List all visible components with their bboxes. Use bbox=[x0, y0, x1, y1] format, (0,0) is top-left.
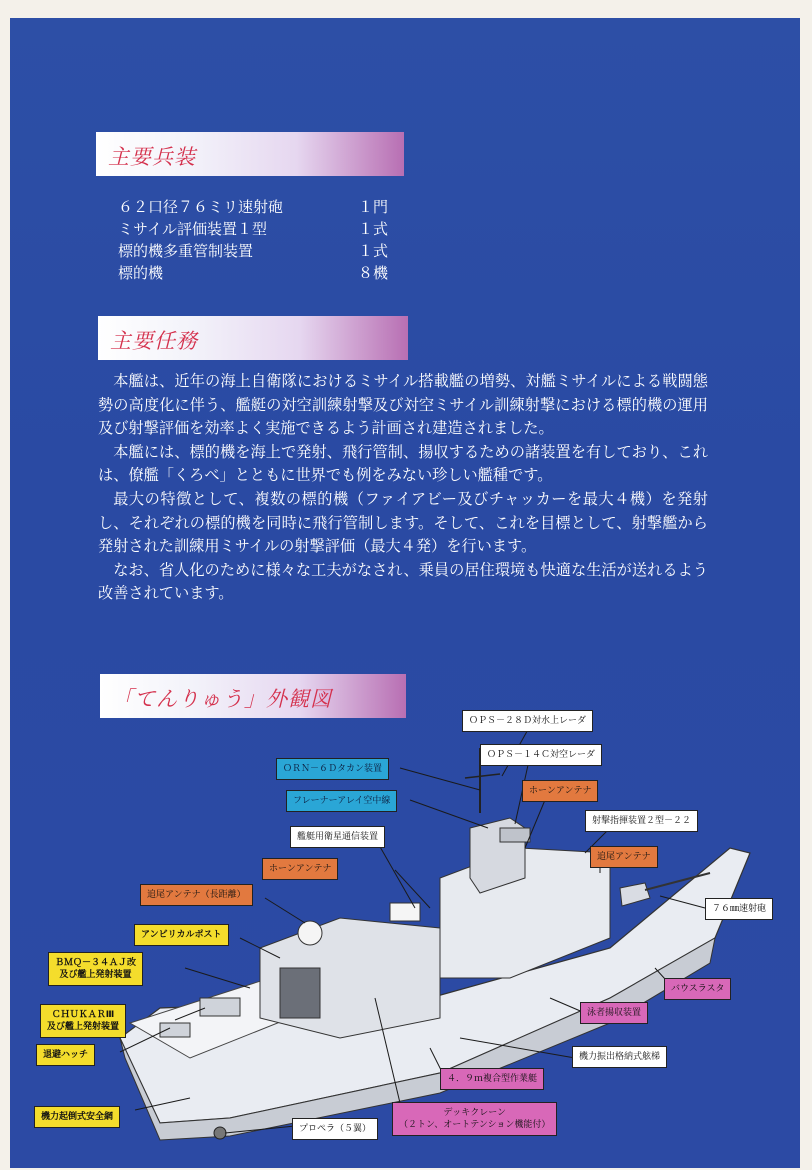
brochure-page bbox=[10, 18, 800, 1168]
label-orn6d-tacan: ＯＲＮ－６Ｄタカン装置 bbox=[276, 758, 389, 780]
ship-illustration bbox=[10, 678, 800, 1168]
label-tracking-antenna: 追尾アンテナ bbox=[590, 846, 658, 868]
label-flat-array-antenna: フレーナーアレイ空中線 bbox=[286, 790, 397, 812]
label-accommodation-ladder: 機力振出格納式舷梯 bbox=[572, 1046, 667, 1068]
label-safety-net: 機力起倒式安全網 bbox=[34, 1106, 120, 1128]
deck-crane-subtitle: （２トン、オートテンション機能付） bbox=[399, 1120, 551, 1130]
chukar-subtitle: 及び艦上発射装置 bbox=[47, 1022, 120, 1032]
label-deck-crane bbox=[392, 1102, 557, 1136]
label-bmq34-launcher bbox=[48, 952, 143, 986]
armament-name: 標的機 bbox=[118, 264, 164, 282]
bmq34-title: ＢＭＱ－３４ＡＪ改 bbox=[55, 958, 137, 968]
label-horn-antenna-upper: ホーンアンテナ bbox=[522, 780, 598, 802]
mission-text bbox=[98, 370, 708, 606]
armament-qty: １門 bbox=[358, 198, 389, 216]
mission-paragraph: 本艦は、近年の海上自衛隊におけるミサイル搭載艦の増勢、対艦ミサイルによる戦闘態勢の高度化に伴う、艦艇の対空訓練射撃及び対空ミサイル訓練射撃における標的機の運用及び射撃評価を効率よく実施できるよう計画され建造されました。 bbox=[98, 372, 708, 438]
armament-table bbox=[118, 196, 418, 284]
armament-row bbox=[118, 196, 418, 218]
label-ops28d-radar: ＯＰＳ－２８Ｄ対水上レーダ bbox=[462, 710, 593, 732]
label-horn-antenna-lower: ホーンアンテナ bbox=[262, 858, 338, 880]
deck-crane-title: デッキクレーン bbox=[443, 1108, 507, 1118]
label-escape-hatch: 退避ハッチ bbox=[36, 1044, 95, 1066]
label-76mm-gun: ７６㎜速射砲 bbox=[705, 898, 773, 920]
armament-qty: １式 bbox=[358, 242, 389, 260]
ship-diagram bbox=[10, 678, 800, 1168]
armament-name: ミサイル評価装置１型 bbox=[118, 220, 267, 238]
label-tracking-antenna-long: 追尾アンテナ（長距離） bbox=[140, 884, 253, 906]
armament-name: ６２口径７６ミリ速射砲 bbox=[118, 198, 284, 216]
label-chukar-launcher bbox=[40, 1004, 126, 1038]
label-swimmer-retrieval: 泳者揚収装置 bbox=[580, 1002, 648, 1024]
armament-row bbox=[118, 240, 418, 262]
label-ops14c-radar: ＯＰＳ－１４Ｃ対空レーダ bbox=[480, 744, 602, 766]
label-fire-control-system: 射撃指揮装置２型－２２ bbox=[585, 810, 698, 832]
label-ambilical-post: アンビリカルポスト bbox=[134, 924, 229, 946]
label-propeller: プロペラ（５翼） bbox=[292, 1118, 378, 1140]
label-satcom-equipment: 艦艇用衛星通信装置 bbox=[290, 826, 385, 848]
bmq34-subtitle: 及び艦上発射装置 bbox=[59, 970, 132, 980]
mission-paragraph: 本艦には、標的機を海上で発射、飛行管制、揚収するための諸装置を有しており、これは、僚艦「くろべ」とともに世界でも例をみない珍しい艦種です。 bbox=[98, 442, 708, 485]
armament-name: 標的機多重管制装置 bbox=[118, 242, 254, 260]
mission-paragraph: なお、省人化のために様々な工夫がなされ、乗員の居住環境も快適な生活が送れるよう改善されています。 bbox=[98, 560, 708, 603]
armament-qty: １式 bbox=[358, 220, 389, 238]
armament-row bbox=[118, 262, 418, 284]
armament-qty: ８機 bbox=[358, 264, 389, 282]
exterior-heading: 「てんりゅう」外観図 bbox=[100, 674, 406, 718]
armament-heading: 主要兵装 bbox=[96, 132, 404, 176]
mission-heading: 主要任務 bbox=[98, 316, 408, 360]
label-bow-thruster: バウスラスタ bbox=[664, 978, 731, 1000]
armament-row bbox=[118, 218, 418, 240]
mission-paragraph: 最大の特徴として、複数の標的機（ファイアビー及びチャッカーを最大４機）を発射し、それぞれの標的機を同時に飛行管制します。そして、これを目標として、射撃艦から発射された訓練用ミサイルの射撃評価（最大４発）を行います。 bbox=[98, 489, 708, 556]
label-workboat: ４．９ｍ複合型作業艇 bbox=[440, 1068, 544, 1090]
chukar-title: ＣＨＵＫＡＲⅢ bbox=[51, 1010, 115, 1020]
